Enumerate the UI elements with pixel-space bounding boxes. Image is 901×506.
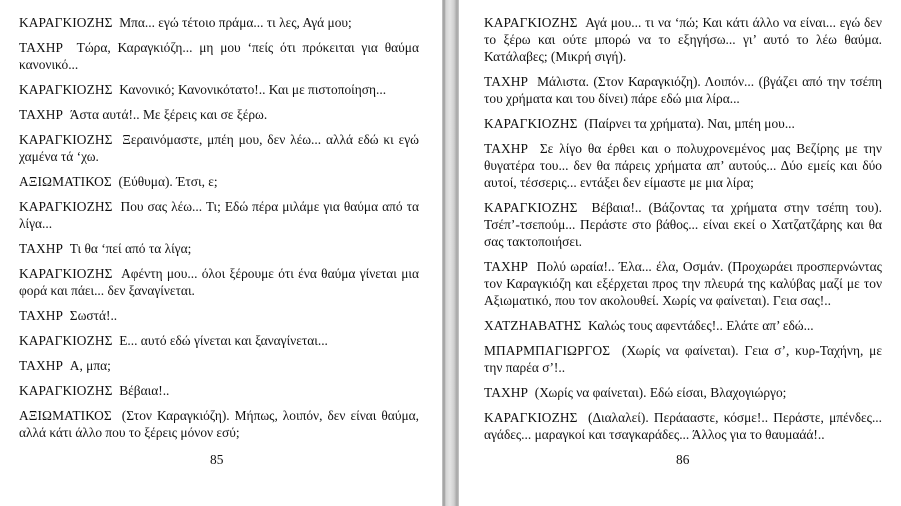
left-page-text — [19, 0, 419, 449]
dialogue-paragraph — [19, 307, 419, 324]
speaker-name: ΚΑΡΑΓΚΙΟΖΗΣ — [19, 383, 113, 398]
page-number-right: 86 — [676, 452, 690, 467]
dialogue-text: Ε... αυτό εδώ γίνεται και ξαναγίνεται... — [119, 333, 328, 348]
dialogue-paragraph — [484, 409, 882, 443]
speaker-name: ΑΞΙΩΜΑΤΙΚΟΣ — [19, 174, 112, 189]
left-page — [0, 0, 442, 506]
dialogue-text: Σε λίγο θα έρθει και ο πολυχρονεμένος μας Βεζίρης με την θυγατέρα του... δεν θα πάρεις χρήματα απ’ αυτούς... Δύο εμείς και δύο αυτοί, τέσσερις... εντάξει δεν είμαστε με μια λίρα; — [484, 141, 882, 190]
speaker-name: ΤΑΧΗΡ — [484, 385, 529, 400]
speaker-name: ΚΑΡΑΓΚΙΟΖΗΣ — [484, 15, 578, 30]
dialogue-text: (Εύθυμα). Έτσι, ε; — [118, 174, 218, 189]
dialogue-text: (Διαλαλεί). Περάααστε, κόσμε!.. Περάστε, μπένδες... αγάδες... μαραγκοί και τσαγκαράδες... Άλλος για το θαυμαάά!.. — [484, 410, 882, 442]
dialogue-paragraph — [19, 14, 419, 31]
dialogue-text: Αγά μου... τι να ‘πώ; Και κάτι άλλο να είναι... εγώ δεν το ξέρω και ούτε μπορώ να το εξηγήσω... γι’ αυτό το λέω θαύμα. Κατάλαβες; (Μικρή σιγή). — [484, 15, 882, 64]
speaker-name: ΧΑΤΖΗΑΒΑΤΗΣ — [484, 318, 582, 333]
dialogue-text: Μάλιστα. (Στον Καραγκιόζη). Λοιπόν... (βγάζει από την τσέπη του χρήματα και του δίνει) πάρε εδώ μια λίρα... — [484, 74, 883, 106]
book-gutter — [442, 0, 459, 506]
dialogue-paragraph — [19, 39, 419, 73]
dialogue-paragraph — [19, 131, 419, 165]
dialogue-paragraph — [19, 265, 419, 299]
dialogue-text: Α, μπα; — [69, 358, 111, 373]
speaker-name: ΑΞΙΩΜΑΤΙΚΟΣ — [19, 408, 112, 423]
speaker-name: ΚΑΡΑΓΚΙΟΖΗΣ — [19, 266, 113, 281]
dialogue-paragraph — [484, 140, 882, 191]
dialogue-text: Βέβαια!.. (Βάζοντας τα χρήματα στην τσέπη του). Τσέπ’-τσεπούμ... Περάστε στο βάθος... είναι εκεί ο Χατζατζάρης και θα σας τακτοποιήσει. — [484, 200, 882, 249]
dialogue-text: Πολύ ωραία!.. Έλα... έλα, Οσμάν. (Προχωράει προσπερνώντας τον Καραγκιόζη και εξέρχεται προς την πλευρά της καλύβας μαζί με τον Αξιωματικό, που τον ακολουθεί. Χωρίς να φαίνεται). Γεια σας!.. — [484, 259, 882, 308]
dialogue-paragraph — [484, 258, 882, 309]
speaker-name: ΚΑΡΑΓΚΙΟΖΗΣ — [484, 116, 578, 131]
dialogue-text: Καλώς τους αφεντάδες!.. Ελάτε απ’ εδώ... — [588, 318, 814, 333]
speaker-name: ΚΑΡΑΓΚΙΟΖΗΣ — [484, 200, 578, 215]
right-page — [459, 0, 901, 506]
dialogue-text: (Χωρίς να φαίνεται). Εδώ είσαι, Βλαχογιώργο; — [534, 385, 787, 400]
speaker-name: ΜΠΑΡΜΠΑΓΙΩΡΓΟΣ — [484, 343, 611, 358]
speaker-name: ΤΑΧΗΡ — [19, 358, 64, 373]
dialogue-paragraph — [484, 384, 882, 401]
speaker-name: ΚΑΡΑΓΚΙΟΖΗΣ — [19, 333, 113, 348]
dialogue-text: (Στον Καραγκιόζη). Μήπως, λοιπόν, δεν είναι θαύμα, αλλά κάτι άλλο που το ξέρεις μόνον εσύ; — [19, 408, 419, 440]
speaker-name: ΤΑΧΗΡ — [19, 40, 64, 55]
dialogue-paragraph — [484, 115, 882, 132]
dialogue-text: (Παίρνει τα χρήματα). Ναι, μπέη μου... — [584, 116, 795, 131]
dialogue-text: Ξεραινόμαστε, μπέη μου, δεν λέω... αλλά εδώ κι εγώ χαμένα τά ‘χω. — [19, 132, 419, 164]
dialogue-text: Κανονικό; Κανονικότατο!.. Και με πιστοποίηση... — [119, 82, 387, 97]
speaker-name: ΚΑΡΑΓΚΙΟΖΗΣ — [19, 15, 113, 30]
speaker-name: ΤΑΧΗΡ — [19, 241, 64, 256]
dialogue-text: Τι θα ‘πεί από τα λίγα; — [69, 241, 192, 256]
dialogue-paragraph — [19, 81, 419, 98]
dialogue-paragraph — [19, 106, 419, 123]
speaker-name: ΚΑΡΑΓΚΙΟΖΗΣ — [19, 132, 113, 147]
dialogue-text: Μπα... εγώ τέτοιο πράμα... τι λες, Αγά μου; — [119, 15, 352, 30]
dialogue-paragraph — [19, 240, 419, 257]
speaker-name: ΤΑΧΗΡ — [484, 259, 529, 274]
right-page-text — [484, 0, 882, 451]
speaker-name: ΤΑΧΗΡ — [484, 141, 529, 156]
speaker-name: ΤΑΧΗΡ — [484, 74, 529, 89]
dialogue-paragraph — [484, 317, 882, 334]
dialogue-paragraph — [484, 342, 882, 376]
dialogue-paragraph — [484, 199, 882, 250]
speaker-name: ΤΑΧΗΡ — [19, 107, 64, 122]
dialogue-paragraph — [19, 173, 419, 190]
dialogue-paragraph — [484, 73, 882, 107]
dialogue-text: Τώρα, Καραγκιόζη... μη μου ‘πείς ότι πρόκειται για θαύμα κανονικό... — [19, 40, 419, 72]
dialogue-paragraph — [19, 198, 419, 232]
dialogue-text: Άστα αυτά!.. Με ξέρεις και σε ξέρω. — [69, 107, 268, 122]
speaker-name: ΚΑΡΑΓΚΙΟΖΗΣ — [19, 82, 113, 97]
speaker-name: ΤΑΧΗΡ — [19, 308, 64, 323]
dialogue-paragraph — [19, 357, 419, 374]
dialogue-text: (Χωρίς να φαίνεται). Γεια σ’, κυρ-Ταχήνη, με την παρέα σ’!.. — [484, 343, 882, 375]
dialogue-text: Που σας λέω... Τι; Εδώ πέρα μιλάμε για θαύμα από τα λίγα... — [19, 199, 420, 231]
speaker-name: ΚΑΡΑΓΚΙΟΖΗΣ — [19, 199, 113, 214]
dialogue-text: Σωστά!.. — [69, 308, 118, 323]
dialogue-paragraph — [484, 14, 882, 65]
dialogue-paragraph — [19, 332, 419, 349]
dialogue-text: Αφέντη μου... όλοι ξέρουμε ότι ένα θαύμα γίνεται μια φορά και πάει... δεν ξαναγίνεται. — [19, 266, 419, 298]
dialogue-text: Βέβαια!.. — [119, 383, 170, 398]
speaker-name: ΚΑΡΑΓΚΙΟΖΗΣ — [484, 410, 578, 425]
page-number-left: 85 — [210, 452, 224, 467]
dialogue-paragraph — [19, 407, 419, 441]
dialogue-paragraph — [19, 382, 419, 399]
